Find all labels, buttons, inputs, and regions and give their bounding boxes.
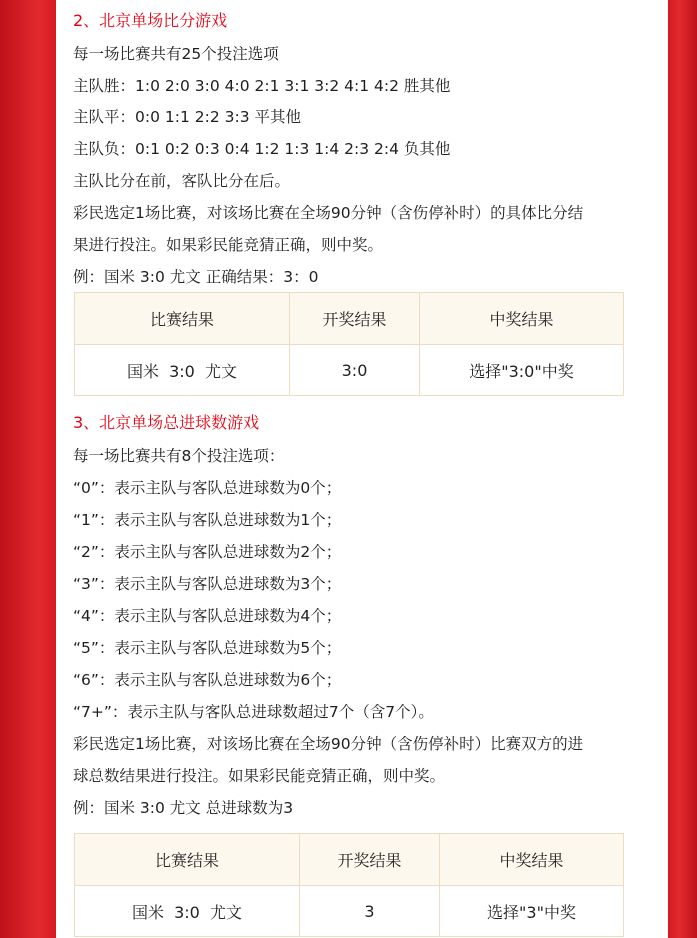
paragraph-line: 彩民选定1场比赛，对该场比赛在全场90分钟（含伤停补时）的具体比分结 — [73, 204, 584, 222]
paragraph-line: 果进行投注。如果彩民能竞猜正确，则中奖。 — [73, 236, 384, 254]
score-example-table — [74, 292, 624, 396]
paragraph-line: 主队负：0:1 0:2 0:3 0:4 1:2 1:3 1:4 2:3 2:4 负其他 — [73, 140, 451, 158]
table-row — [75, 345, 624, 396]
paragraph-line: “0”：表示主队与客队总进球数为0个； — [73, 479, 342, 497]
table-cell: 3 — [300, 886, 440, 937]
paragraph-line: “5”：表示主队与客队总进球数为5个； — [73, 639, 342, 657]
table-cell: 国米 3:0 尤文 — [75, 345, 290, 396]
paragraph-line: “7+”：表示主队与客队总进球数超过7个（含7个）。 — [73, 703, 434, 721]
paragraph-line: 彩民选定1场比赛，对该场比赛在全场90分钟（含伤停补时）比赛双方的进 — [73, 735, 584, 753]
table-header-cell: 开奖结果 — [290, 293, 420, 345]
paragraph-line: 主队平：0:0 1:1 2:2 3:3 平其他 — [73, 108, 301, 126]
left-red-border — [0, 0, 56, 938]
table-cell: 3:0 — [290, 345, 420, 396]
table-cell: 国米 3:0 尤文 — [75, 886, 300, 937]
paragraph-line: 球总数结果进行投注。如果彩民能竞猜正确，则中奖。 — [73, 767, 446, 785]
table-header-cell: 中奖结果 — [440, 834, 624, 886]
content-card — [56, 0, 668, 938]
table-header-cell: 中奖结果 — [420, 293, 624, 345]
right-red-border — [668, 0, 697, 938]
total-goals-example-table — [74, 833, 624, 937]
paragraph-line: “1”：表示主队与客队总进球数为1个； — [73, 511, 342, 529]
section-title-total-goals-game: 3、北京单场总进球数游戏 — [73, 413, 260, 432]
paragraph-line: “6”：表示主队与客队总进球数为6个； — [73, 671, 342, 689]
paragraph-line: 每一场比赛共有8个投注选项： — [73, 447, 285, 465]
table-cell: 选择"3:0"中奖 — [420, 345, 624, 396]
table-header-cell: 开奖结果 — [300, 834, 440, 886]
table-header-cell: 比赛结果 — [75, 834, 300, 886]
paragraph-line: 每一场比赛共有25个投注选项 — [73, 45, 279, 63]
paragraph-line: 例：国米 3:0 尤文 正确结果：3：0 — [73, 268, 319, 286]
paragraph-line: “2”：表示主队与客队总进球数为2个； — [73, 543, 342, 561]
paragraph-line: 主队胜：1:0 2:0 3:0 4:0 2:1 3:1 3:2 4:1 4:2 胜其他 — [73, 77, 451, 95]
table-header-cell: 比赛结果 — [75, 293, 290, 345]
paragraph-line: “4”：表示主队与客队总进球数为4个； — [73, 607, 342, 625]
paragraph-line: “3”：表示主队与客队总进球数为3个； — [73, 575, 342, 593]
paragraph-line: 例：国米 3:0 尤文 总进球数为3 — [73, 799, 294, 817]
table-cell: 选择"3"中奖 — [440, 886, 624, 937]
paragraph-line: 主队比分在前，客队比分在后。 — [73, 172, 291, 190]
table-row — [75, 886, 624, 937]
section-title-score-game: 2、北京单场比分游戏 — [73, 11, 228, 30]
